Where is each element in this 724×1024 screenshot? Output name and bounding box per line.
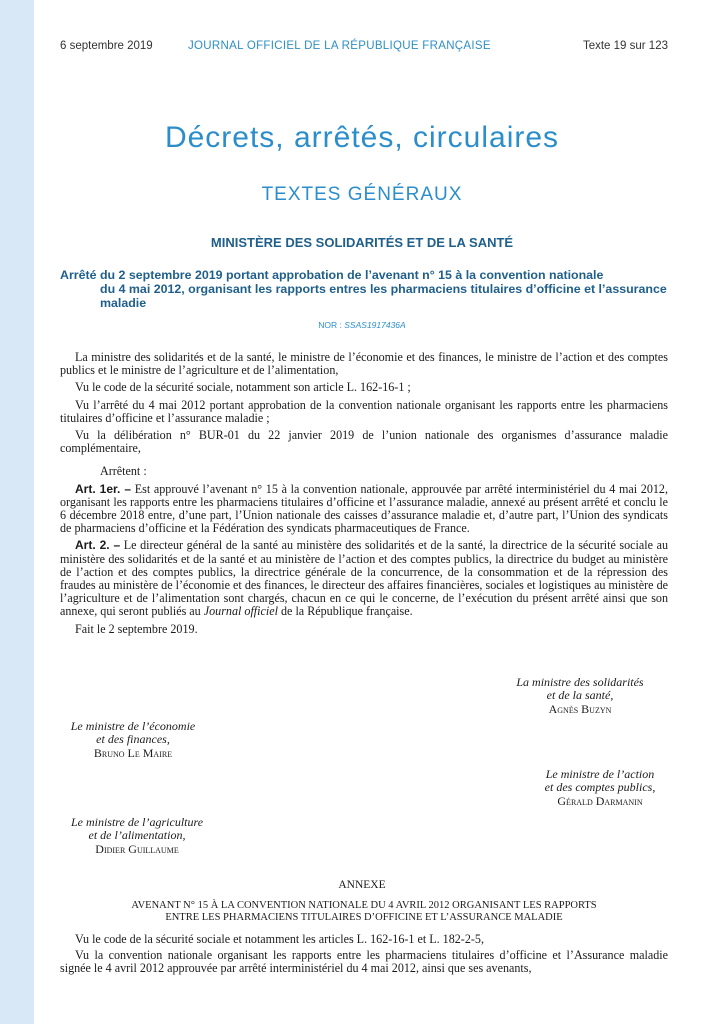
signature-agriculture (52, 816, 222, 856)
signature-economie (58, 720, 208, 760)
signature-name: Bruno Le Maire (93, 745, 173, 760)
nor-reference (0, 320, 724, 330)
signature-name: Agnès Buzyn (548, 701, 612, 716)
signature-name: Didier Guillaume (95, 841, 179, 856)
signature-title-line1: Le ministre de l’agriculture (70, 815, 204, 829)
signature-title-line1: La ministre des solidarités (516, 675, 644, 689)
section-title: TEXTES GÉNÉRAUX (261, 184, 463, 205)
page-counter: Texte 19 sur 123 (582, 40, 668, 52)
publication-date: 6 septembre 2019 (60, 40, 153, 52)
signature-title-line1: Le ministre de l’économie (70, 719, 196, 733)
preamble-paragraph: Vu l’arrêté du 4 mai 2012 portant approbation de la convention nationale organisant les rapports entre les pharmaciens titulaires d’officine et l’assurance maladie ; (60, 397, 668, 425)
avenant-heading-line-1: AVENANT N° 15 À LA CONVENTION NATIONALE DU 4 AVRIL 2012 ORGANISANT LES RAPPORTS (131, 900, 597, 911)
arrete-title (60, 268, 668, 310)
ministry-heading: MINISTÈRE DES SOLIDARITÉS ET DE LA SANTÉ (210, 235, 514, 250)
signature-title-line2: et de l’alimentation, (88, 828, 186, 843)
arrete-title-line-2: du 4 mai 2012, organisant les rapports entres les pharmaciens titulaires d’officine et l’assurance (100, 282, 667, 296)
journal-name: JOURNAL OFFICIEL DE LA RÉPUBLIQUE FRANÇAISE (188, 40, 491, 52)
article-2 (60, 539, 668, 618)
nor-code: SSAS1917436A (344, 320, 406, 330)
arrete-title-line-1: Arrêté du 2 septembre 2019 portant approbation de l’avenant n° 15 à la convention nationale (60, 268, 604, 282)
signature-title-line2: et des finances, (96, 732, 170, 747)
article-1-text: Est approuvé l’avenant n° 15 à la convention nationale, approuvée par arrêté interministériel du 4 mai 2012, organisant les rapports entre les pharmaciens titulaires d’officine et l’assurance maladie, annexé au présent arrêté et conclu le 6 décembre 2018 entre, d’une part, l’Union nationale des caisses d’assurance maladie et, d’autre part, l’Union des syndicats de pharmaciens d’officine et la Fédération des syndicats pharmaceutiques de France. (60, 481, 668, 536)
preamble-paragraph: Vu la délibération n° BUR-01 du 22 janvier 2019 de l’union nationale des organismes d’assurance maladie complémentaire, (60, 428, 668, 456)
annexe-heading: ANNEXE (338, 879, 386, 891)
article-1-paragraph (60, 483, 668, 536)
signature-solidarites (500, 676, 660, 716)
nor-label: NOR : (318, 320, 342, 330)
fait-le: Fait le 2 septembre 2019. (75, 621, 198, 636)
signature-title-line2: et de la santé, (546, 688, 614, 703)
preamble-paragraph: Vu le code de la sécurité sociale, notamment son article L. 162-16-1 ; (75, 380, 411, 395)
avenant-heading (72, 900, 656, 924)
annexe-paragraph: Vu le code de la sécurité sociale et notamment les articles L. 162-16-1 et L. 182-2-5, (75, 932, 484, 946)
arretent-line: Arrêtent : (100, 464, 147, 479)
avenant-heading-line-2: ENTRE LES PHARMACIENS TITULAIRES D’OFFICINE ET L’ASSURANCE MALADIE (165, 912, 563, 924)
article-2-text-end: de la République française. (277, 604, 413, 619)
article-2-paragraph (60, 539, 668, 618)
article-2-label: Art. 2. – (75, 538, 121, 553)
main-title: Décrets, arrêtés, circulaires (164, 121, 560, 154)
signature-action-comptes (518, 768, 682, 808)
article-1-label: Art. 1er. – (75, 481, 132, 496)
arrete-body (60, 351, 668, 640)
preamble-paragraph: La ministre des solidarités et de la santé, le ministre de l’économie et des finances, le ministre de l’action et des comptes publics et le ministre de l’agriculture et de l’alimentation, (60, 350, 668, 378)
signature-title-line2: et des comptes publics, (544, 780, 656, 795)
article-2-text: Le directeur général de la santé au ministère des solidarités et de la santé, la directrice de la sécurité sociale au ministère des solidarités et de la santé et au ministère de l’action et des comptes publics, la directrice du budget au ministère de l’action et des comptes publics, la directrice générale de la concurrence, de la consommation et de la répression des fraudes au ministère de l’économie et des finances, le directeur des affaires financières, sociales et logistiques au ministère de l’agriculture et de l’alimentation sont chargés, chacun en ce qui le concerne, de l’exécution du présent arrêté ainsi que son annexe, qui seront publiés au (60, 538, 668, 619)
journal-officiel-italic: Journal officiel (203, 604, 278, 619)
signature-name: Gérald Darmanin (557, 793, 643, 808)
annexe-paragraph: Vu la convention nationale organisant les rapports entre les pharmaciens titulaires d’officine et l’Assurance maladie signée le 4 avril 2012 approuvée par arrêté interministériel du 4 mai 2012, ainsi que ses avenants, (60, 948, 668, 976)
article-1 (60, 483, 668, 536)
signature-title-line1: Le ministre de l’action (545, 767, 655, 781)
arrete-title-line-3: maladie (100, 296, 147, 310)
annexe-body (60, 933, 668, 979)
